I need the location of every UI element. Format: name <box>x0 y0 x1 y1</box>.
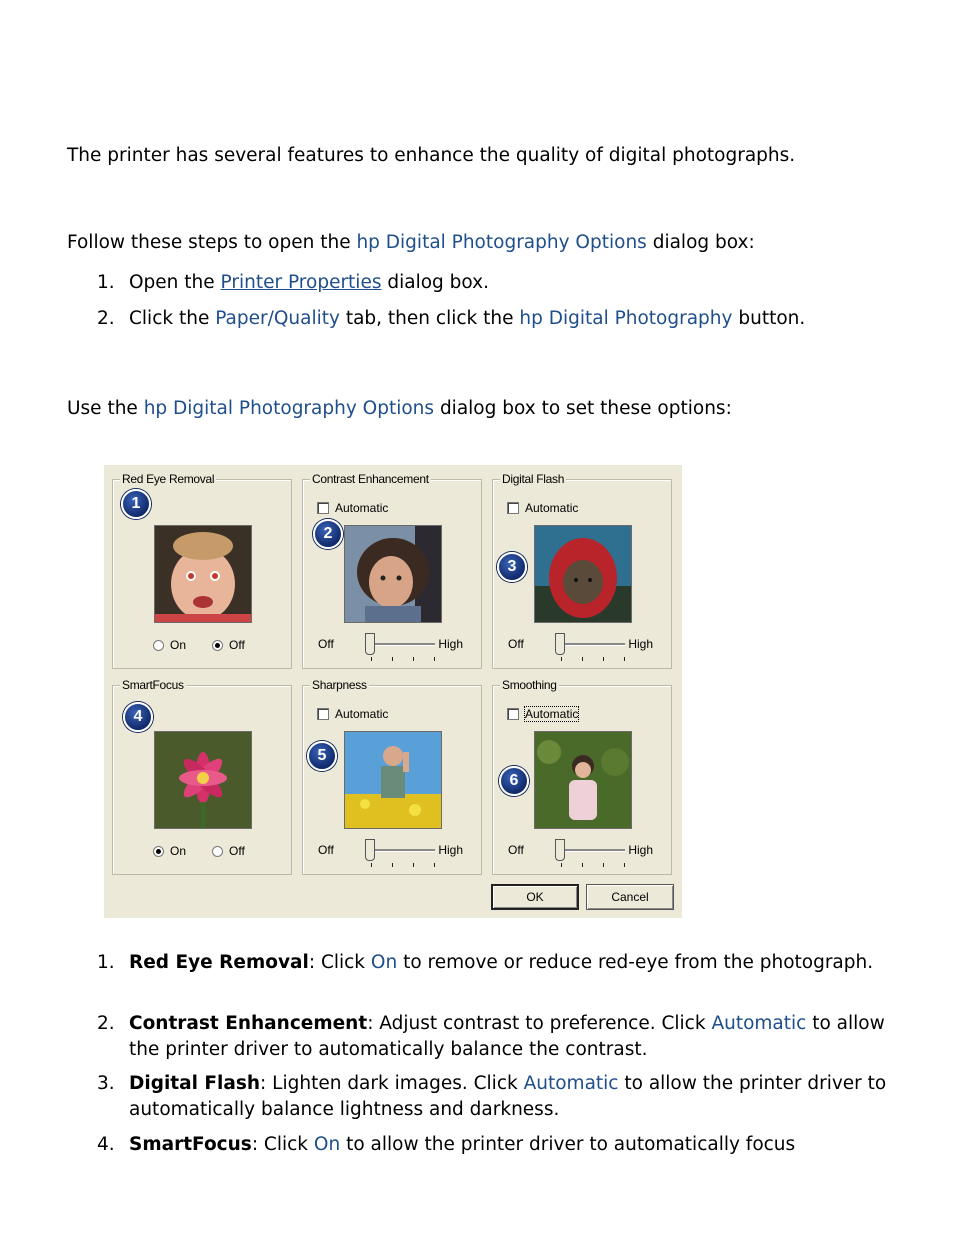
toddler-field-photo <box>344 731 442 829</box>
slider-thumb[interactable] <box>555 839 565 861</box>
slider-track <box>371 643 435 646</box>
child-hood-photo <box>534 525 632 623</box>
step-number: 2. <box>97 308 115 329</box>
slider-track <box>561 643 625 646</box>
slider-high-label: High <box>438 843 463 857</box>
ok-button[interactable]: OK <box>491 884 579 910</box>
use-before: Use the <box>67 398 144 419</box>
radio-circle <box>212 846 223 857</box>
slider-low-label: Off <box>318 843 334 857</box>
radio-circle-selected <box>212 640 223 651</box>
use-dialog-name: hp Digital Photography Options <box>143 398 435 419</box>
step-text: Click the <box>129 308 216 329</box>
checkbox-box <box>507 708 519 720</box>
option-number: 4. <box>97 1134 115 1155</box>
number-badge-5: 5 <box>307 741 337 771</box>
option-text: to remove or reduce red-eye from the photograph. <box>397 952 874 973</box>
red-eye-off-radio[interactable] <box>212 638 245 652</box>
cancel-button[interactable]: Cancel <box>586 884 674 910</box>
number-badge-4: 4 <box>123 702 153 732</box>
option-highlight: Automatic <box>523 1073 619 1094</box>
radio-label: Off <box>229 844 245 858</box>
option-text: : Lighten dark images. Click <box>260 1073 524 1094</box>
flash-automatic-checkbox[interactable] <box>507 501 578 515</box>
option-text: to allow the printer driver to automatically focus <box>340 1134 796 1155</box>
use-after: dialog box to set these options: <box>434 398 732 419</box>
group-title: SmartFocus <box>122 678 184 692</box>
smoothing-slider[interactable] <box>503 841 661 871</box>
slider-high-label: High <box>628 637 653 651</box>
slider-low-label: Off <box>508 637 524 651</box>
option-contrast <box>97 1011 887 1063</box>
sharpness-slider[interactable] <box>313 841 471 871</box>
lead-after: dialog box: <box>646 232 755 253</box>
toddler-flowers-image <box>345 732 441 828</box>
checkbox-label: Automatic <box>335 501 389 515</box>
group-title: Contrast Enhancement <box>312 472 429 486</box>
option-text: to allow the printer driver to automatically balance lightness and darkness. <box>129 1073 887 1120</box>
contrast-enhancement-group <box>302 472 482 669</box>
digital-flash-group <box>492 472 672 669</box>
slider-thumb[interactable] <box>365 839 375 861</box>
option-term: Digital Flash <box>129 1073 261 1094</box>
option-term: SmartFocus <box>129 1134 252 1155</box>
red-eye-on-radio[interactable] <box>153 638 186 652</box>
number-badge-2: 2 <box>313 519 343 549</box>
slider-high-label: High <box>628 843 653 857</box>
smoothing-automatic-checkbox[interactable] <box>507 707 578 721</box>
sharpness-group <box>302 678 482 875</box>
option-red-eye <box>97 950 887 976</box>
checkbox-label: Automatic <box>525 501 579 515</box>
number-badge-1: 1 <box>121 489 151 519</box>
slider-ticks <box>561 657 625 661</box>
group-title: Red Eye Removal <box>122 472 215 486</box>
option-smartfocus <box>97 1132 887 1158</box>
smartfocus-group <box>112 678 292 875</box>
open-step-2 <box>97 306 887 332</box>
slider-high-label: High <box>438 637 463 651</box>
option-number: 2. <box>97 1013 115 1034</box>
use-options-text <box>67 398 732 419</box>
lead-before: Follow these steps to open the <box>67 232 357 253</box>
option-highlight: Automatic <box>711 1013 807 1034</box>
open-steps-lead <box>67 232 755 253</box>
step-text: tab, then click the <box>339 308 520 329</box>
contrast-slider[interactable] <box>313 635 471 665</box>
option-term: Contrast Enhancement <box>129 1013 368 1034</box>
option-number: 3. <box>97 1073 115 1094</box>
option-digital-flash <box>97 1071 887 1123</box>
open-step-1 <box>97 270 887 296</box>
checkbox-label: Automatic <box>335 707 389 721</box>
slider-low-label: Off <box>318 637 334 651</box>
group-title: Sharpness <box>312 678 367 692</box>
sharpness-automatic-checkbox[interactable] <box>317 707 388 721</box>
lead-dialog-name: hp Digital Photography Options <box>356 232 647 253</box>
checkbox-box <box>317 708 329 720</box>
red-eye-radio-row <box>153 638 245 652</box>
girl-garden-image <box>535 732 631 828</box>
slider-ticks <box>561 863 625 867</box>
hp-digital-photography-term: hp Digital Photography <box>519 308 733 329</box>
intro-text: The printer has several features to enhance the quality of digital photographs. <box>67 145 796 166</box>
radio-circle-selected <box>153 846 164 857</box>
step-text: button. <box>732 308 806 329</box>
slider-ticks <box>371 863 435 867</box>
option-text: : Click <box>251 1134 314 1155</box>
baby-face-image <box>155 526 251 622</box>
smartfocus-off-radio[interactable] <box>212 844 245 858</box>
option-term: Red Eye Removal <box>129 952 309 973</box>
step-text: Open the <box>129 272 221 293</box>
smoothing-group <box>492 678 672 875</box>
slider-low-label: Off <box>508 843 524 857</box>
option-text: : Click <box>308 952 371 973</box>
radio-label: On <box>170 844 187 858</box>
smartfocus-on-radio[interactable] <box>153 844 186 858</box>
flash-slider[interactable] <box>503 635 661 665</box>
contrast-automatic-checkbox[interactable] <box>317 501 388 515</box>
step-text: dialog box. <box>381 272 489 293</box>
checkbox-box <box>507 502 519 514</box>
digital-photography-dialog <box>104 465 682 918</box>
option-text: : Adjust contrast to preference. Click <box>367 1013 712 1034</box>
slider-thumb[interactable] <box>555 633 565 655</box>
option-number: 1. <box>97 952 115 973</box>
printer-properties-link[interactable]: Printer Properties <box>220 272 382 293</box>
checkbox-label: Automatic <box>525 707 579 721</box>
group-title: Smoothing <box>502 678 557 692</box>
child-red-hood-image <box>535 526 631 622</box>
number-badge-3: 3 <box>497 552 527 582</box>
red-eye-removal-group <box>112 472 292 669</box>
option-highlight: On <box>370 952 398 973</box>
flower-image <box>155 732 251 828</box>
flower-photo <box>154 731 252 829</box>
girl-photo <box>344 525 442 623</box>
paper-quality-term: Paper/Quality <box>215 308 340 329</box>
option-text: to allow the printer driver to automatically balance the contrast. <box>129 1013 885 1060</box>
radio-label: On <box>170 638 187 652</box>
baby-photo <box>154 525 252 623</box>
girl-garden-photo <box>534 731 632 829</box>
slider-track <box>561 849 625 852</box>
smartfocus-radio-row <box>153 844 245 858</box>
step-number: 1. <box>97 272 115 293</box>
option-highlight: On <box>313 1134 341 1155</box>
number-badge-6: 6 <box>499 766 529 796</box>
slider-ticks <box>371 657 435 661</box>
checkbox-box <box>317 502 329 514</box>
radio-circle <box>153 640 164 651</box>
group-title: Digital Flash <box>502 472 565 486</box>
slider-track <box>371 849 435 852</box>
radio-label: Off <box>229 638 245 652</box>
girl-portrait-image <box>345 526 441 622</box>
slider-thumb[interactable] <box>365 633 375 655</box>
